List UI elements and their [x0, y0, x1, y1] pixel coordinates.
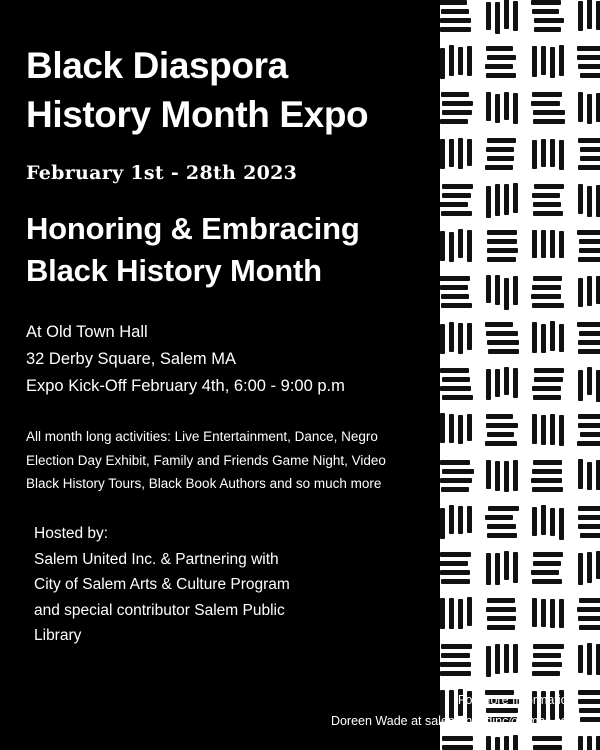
venue-line-2: 32 Derby Square, Salem MA: [26, 349, 237, 368]
page-title: [26, 42, 420, 140]
venue-details: [26, 319, 420, 399]
venue-line-1: At Old Town Hall: [26, 323, 148, 342]
decorative-pattern-band: [440, 0, 600, 750]
contact-line-1: For More Information:: [457, 692, 578, 707]
hosted-line-4: and special contributor Salem Public: [34, 601, 285, 619]
hosted-line-3: City of Salem Arts & Culture Program: [34, 576, 290, 594]
event-subtitle: [26, 208, 420, 294]
event-dates: February 1st - 28th 2023: [26, 161, 298, 184]
venue-line-3: Expo Kick-Off February 4th, 6:00 - 9:00 p.m: [26, 376, 345, 395]
hosted-line-1: Hosted by:: [34, 525, 109, 542]
hosted-line-5: Library: [34, 627, 82, 645]
title-line-2: History Month Expo: [26, 93, 369, 135]
contact-email: Doreen Wade at salemunitedinc@gmail.com: [330, 713, 578, 728]
activities-description: All month long activities: Live Entertainment, Dance, Negro Election Day Exhibit, Family and Friends Game Night, Video Black History Tours, Black Book Authors and so much more: [26, 429, 386, 491]
hosted-by-block: [26, 521, 420, 649]
subtitle-line-2: Black History Month: [26, 253, 322, 289]
subtitle-line-1: Honoring & Embracing: [26, 210, 360, 246]
hosted-line-2: Salem United Inc. & Partnering with: [34, 550, 279, 568]
contact-info: [331, 690, 578, 733]
title-line-1: Black Diaspora: [26, 45, 288, 86]
